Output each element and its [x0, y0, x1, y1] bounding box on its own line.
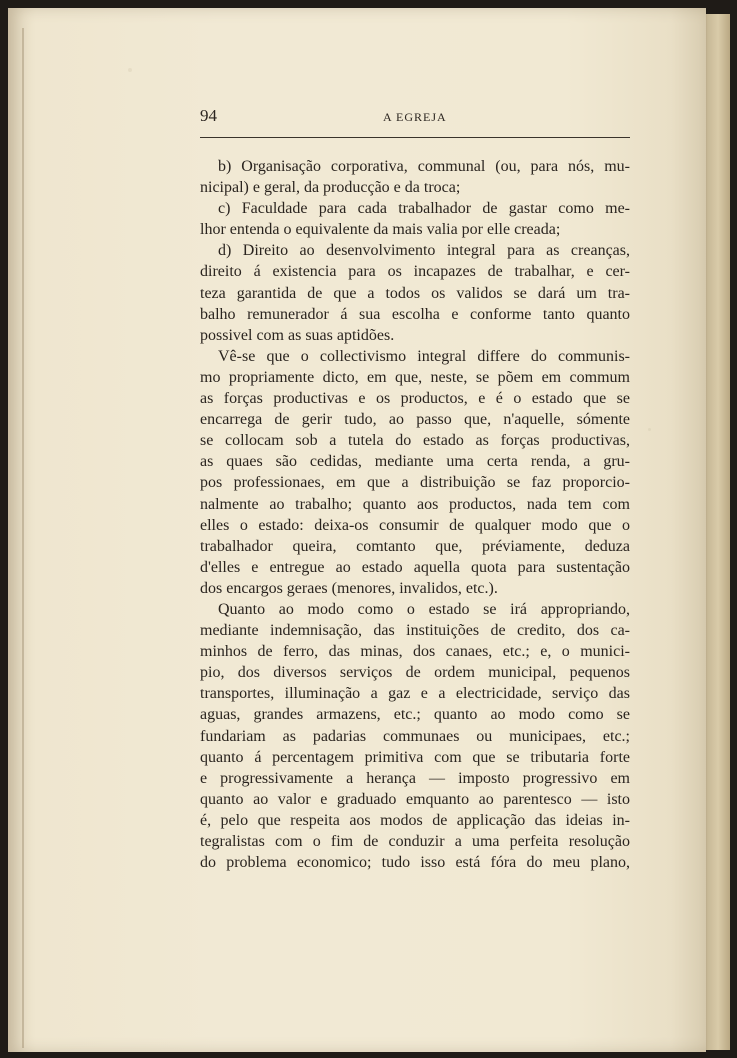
page-speck	[648, 428, 651, 431]
text-line: balho remunerador á sua escolha e conforme tanto quanto	[200, 305, 630, 323]
text-line: é, pelo que respeita aos modos de applicação das ideias in-	[200, 811, 630, 829]
text-line: direito á existencia para os incapazes de trabalhar, e cer-	[200, 263, 630, 281]
header-rule	[200, 137, 630, 138]
text-line: pio, dos diversos serviços de ordem municipal, pequenos	[200, 664, 630, 682]
text-line: do problema economico; tudo isso está fóra do meu plano,	[200, 854, 630, 872]
text-line: fundariam as padarias communaes ou municipaes, etc.;	[200, 727, 630, 745]
text-line: trabalhador queira, comtanto que, préviamente, deduza	[200, 537, 630, 555]
page-number: 94	[200, 106, 217, 125]
page-header	[200, 106, 630, 128]
running-title: A EGREJA	[383, 110, 447, 124]
text-line: nalmente ao trabalho; quanto aos productos, nada tem com	[200, 495, 630, 513]
text-line: mo propriamente dicto, em que, neste, se põem em commum	[200, 368, 630, 386]
text-line: pos professionaes, em que a distribuição se faz proporcio-	[200, 474, 630, 492]
text-line: possivel com as suas aptidões.	[200, 326, 395, 344]
text-line: encarrega de gerir tudo, ao passo que, n'aquelle, sómente	[200, 411, 630, 429]
text-line: c) Faculdade para cada trabalhador de gastar como me-	[218, 200, 630, 218]
gutter-line	[22, 28, 24, 1048]
text-line: d'elles e entregue ao estado aquella quota para sustentação	[200, 558, 630, 576]
text-line: Vê-se que o collectivismo integral differe do communis-	[218, 347, 630, 365]
text-line: nicipal) e geral, da producção e da troca;	[200, 179, 461, 197]
page-speck	[128, 68, 132, 72]
text-line: as forças productivas e os productos, e é o estado que se	[200, 390, 630, 408]
text-line: tegralistas com o fim de conduzir a uma perfeita resolução	[200, 833, 630, 850]
text-line: se collocam sob a tutela do estado as forças productivas,	[200, 432, 630, 450]
text-line: aguas, grandes armazens, etc.; quanto ao modo como se	[200, 706, 630, 724]
text-line: teza garantida de que a todos os validos se dará um tra-	[200, 284, 630, 302]
text-line: elles o estado: deixa-os consumir de qualquer modo que o	[200, 516, 630, 534]
text-line: as quaes são cedidas, mediante uma certa renda, a gru-	[200, 453, 630, 471]
text-line: minhos de ferro, das minas, dos canaes, etc.; e, o munici-	[200, 643, 630, 661]
text-line: lhor entenda o equivalente da mais valia por elle creada;	[200, 221, 561, 239]
text-line: mediante indemnisação, das instituições de credito, dos ca-	[200, 622, 630, 640]
text-line: dos encargos geraes (menores, invalidos, etc.).	[200, 579, 498, 597]
text-line: quanto ao valor e graduado emquanto ao parentesco — isto	[200, 790, 630, 808]
text-line: transportes, illuminação a gaz e a electricidade, serviço das	[200, 685, 630, 703]
text-line: Quanto ao modo como o estado se irá appropriando,	[218, 600, 630, 618]
text-line: quanto á percentagem primitiva com que se tributaria forte	[200, 748, 630, 766]
text-line: d) Direito ao desenvolvimento integral para as creanças,	[218, 242, 630, 260]
text-line: b) Organisação corporativa, communal (ou, para nós, mu-	[218, 158, 630, 175]
text-line: e progressivamente a herança — imposto progressivo em	[200, 769, 630, 787]
body-text	[200, 156, 630, 873]
